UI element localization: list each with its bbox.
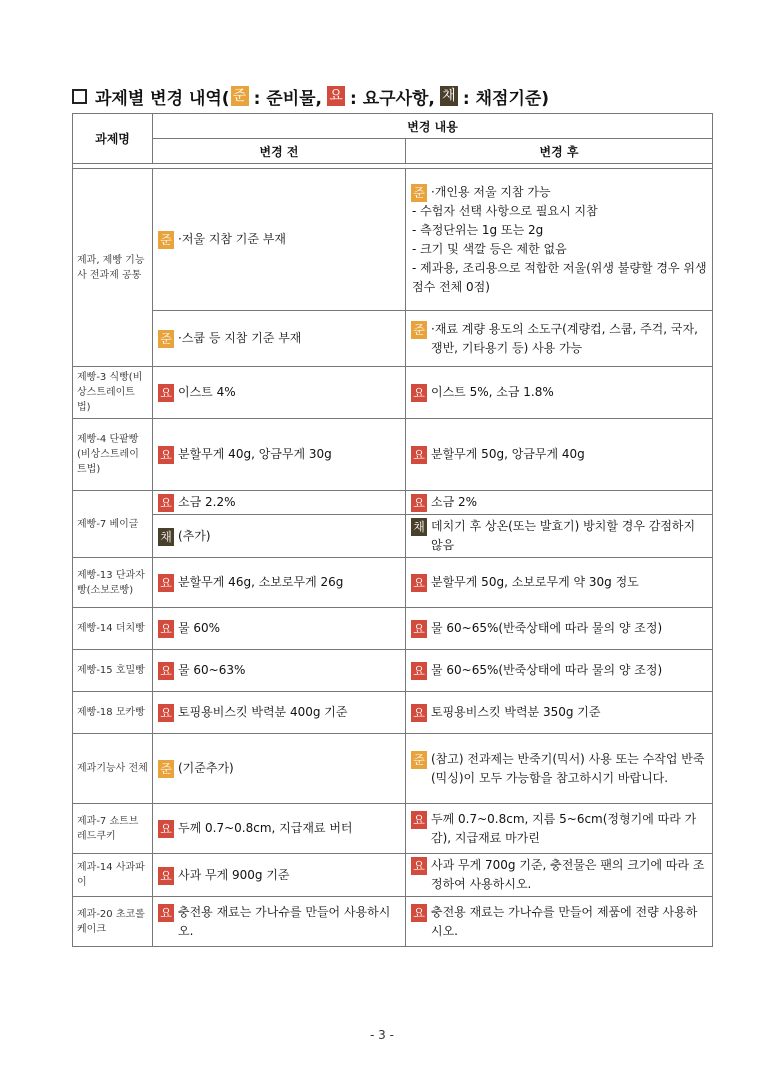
yo-badge-icon: 요 [158,867,174,885]
section-title [72,83,712,109]
change-table [72,113,713,947]
table-row: 제빵-18 모카빵 요 토핑용비스킷 박력분 400g 기준 요 토핑용비스킷 박력분 350g 기준 [73,692,713,734]
chae-label: : 채점기준) [462,88,550,109]
subject-cell: 제빵-4 단팥빵(비상스트레이트법) [73,419,153,491]
table-row: 제과-7 쇼트브레드쿠키 요 두께 0.7~0.8cm, 지급재료 버터 요 두께 0.7~0.8cm, 지름 5~6cm(정형기에 따라 가감), 지급재료 마가린 [73,804,713,854]
yo-badge-icon: 요 [158,446,174,464]
table-row: 제과, 제빵 기능사 전과제 공통 준 ·저울 지참 기준 부재 준 ·개인용 저울 지참 가능 - 수험자 선택 사항으로 필요시 지참 - 측정단위는 1g 또는 2g - 크기 및 색깔 등은 제한 없음 - 제과용, 조리용으로 적합한 저울(위생 불량할 경우 위생점수 전체 0점) [73,169,713,311]
jun-label: : 준비물, [253,88,323,109]
subject-cell: 제빵-18 모카빵 [73,692,153,734]
table-row: 채 (추가) 채 데치기 후 상온(또는 발효기) 방치할 경우 감점하지 않음 [73,515,713,558]
yo-badge-icon: 요 [411,904,427,922]
chae-badge-icon: 채 [158,528,174,546]
subject-cell: 제과, 제빵 기능사 전과제 공통 [73,169,153,367]
yo-badge-icon: 요 [158,662,174,680]
subject-cell: 제빵-7 베이글 [73,491,153,558]
subject-cell: 제빵-15 호밀빵 [73,650,153,692]
yo-badge-icon: 요 [158,904,174,922]
yo-badge-icon: 요 [411,384,427,402]
chae-badge-icon: 채 [411,518,427,536]
title-prefix: 과제별 변경 내역( [95,88,230,109]
yo-badge-icon: 요 [411,620,427,638]
yo-badge-icon: 요 [158,704,174,722]
subject-cell: 제과-7 쇼트브레드쿠키 [73,804,153,854]
subject-cell: 제빵-14 더치빵 [73,608,153,650]
yo-label: : 요구사항, [350,88,435,109]
table-row: 제과-20 초코롤케이크 요 충전용 재료는 가나슈를 만들어 사용하시오. 요 충전용 재료는 가나슈를 만들어 제품에 전량 사용하시오. [73,897,713,947]
yo-badge-icon: 요 [158,820,174,838]
header-before: 변경 전 [153,139,406,164]
yo-badge-icon: 요 [411,662,427,680]
jun-badge-icon: 준 [411,184,427,202]
yo-badge-icon: 요 [327,86,345,106]
header-after: 변경 후 [406,139,713,164]
jun-badge-icon: 준 [411,321,427,339]
subject-cell: 제과-14 사과파이 [73,854,153,897]
table-row: 제빵-14 더치빵 요 물 60% 요 물 60~65%(반죽상태에 따라 물의 양 조정) [73,608,713,650]
jun-badge-icon: 준 [411,751,427,769]
jun-badge-icon: 준 [231,86,249,106]
yo-badge-icon: 요 [158,574,174,592]
yo-badge-icon: 요 [158,620,174,638]
jun-badge-icon: 준 [158,330,174,348]
checkbox-icon [72,89,87,104]
yo-badge-icon: 요 [411,811,427,829]
page-number: - 3 - [370,1028,394,1042]
table-row: 제빵-3 식빵(비상스트레이트법) 요 이스트 4% 요 이스트 5%, 소금 1.8% [73,367,713,419]
header-subject: 과제명 [73,114,153,164]
table-row: 제빵-7 베이글 요 소금 2.2% 요 소금 2% [73,491,713,515]
table-row: 제과-14 사과파이 요 사과 무게 900g 기준 요 사과 무게 700g 기준, 충전물은 팬의 크기에 따라 조정하여 사용하시오. [73,854,713,897]
yo-badge-icon: 요 [411,704,427,722]
yo-badge-icon: 요 [158,384,174,402]
subject-cell: 제빵-3 식빵(비상스트레이트법) [73,367,153,419]
yo-badge-icon: 요 [411,494,427,512]
table-row: 제빵-13 단과자빵(소보로빵) 요 분할무게 46g, 소보로무게 26g 요 분할무게 50g, 소보로무게 약 30g 정도 [73,558,713,608]
table-row: 제빵-4 단팥빵(비상스트레이트법) 요 분할무게 40g, 앙금무게 30g 요 분할무게 50g, 앙금무게 40g [73,419,713,491]
jun-badge-icon: 준 [158,231,174,249]
table-row: 제과기능사 전체 준 (기준추가) 준 (참고) 전과제는 반죽기(믹서) 사용 또는 수작업 반죽(믹싱)이 모두 가능함을 참고하시기 바랍니다. [73,734,713,804]
yo-badge-icon: 요 [411,574,427,592]
chae-badge-icon: 채 [440,86,458,106]
jun-badge-icon: 준 [158,760,174,778]
yo-badge-icon: 요 [411,857,427,875]
table-row: 준 ·스쿱 등 지참 기준 부재 준 ·재료 계량 용도의 소도구(계량컵, 스쿱, 주걱, 국자, 쟁반, 기타용기 등) 사용 가능 [73,311,713,367]
yo-badge-icon: 요 [158,494,174,512]
subject-cell: 제과-20 초코롤케이크 [73,897,153,947]
yo-badge-icon: 요 [411,446,427,464]
table-row: 제빵-15 호밀빵 요 물 60~63% 요 물 60~65%(반죽상태에 따라 물의 양 조정) [73,650,713,692]
header-change: 변경 내용 [153,114,713,139]
subject-cell: 제과기능사 전체 [73,734,153,804]
subject-cell: 제빵-13 단과자빵(소보로빵) [73,558,153,608]
